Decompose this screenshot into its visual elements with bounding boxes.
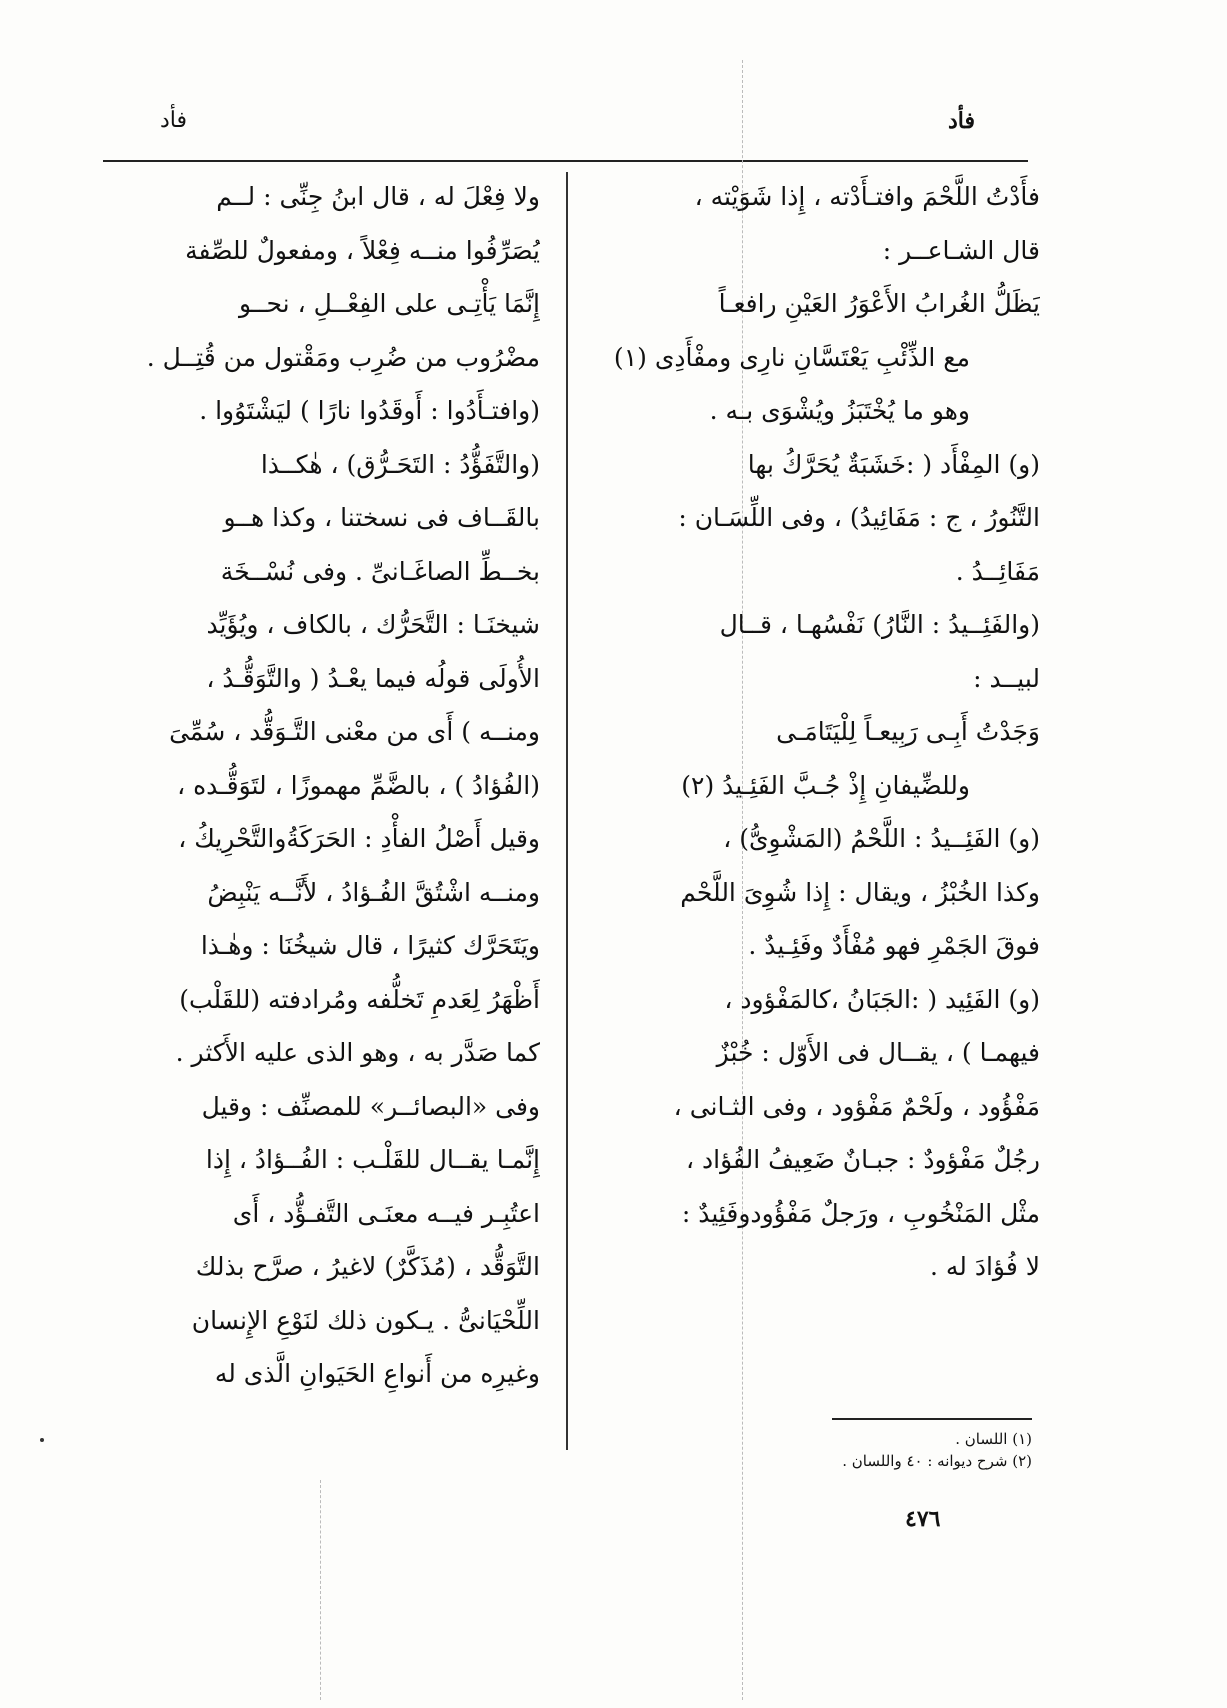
text-line: مَفْؤُود ، ولَحْمٌ مَفْؤود ، وفى الثـانى ، bbox=[673, 1091, 1040, 1121]
footnote: (٢) شرح ديوانه : ٤٠ واللسان . bbox=[842, 1452, 1032, 1470]
text-line: وهو ما يُخْتَبَزُ ويُشْوَى بـه . bbox=[709, 396, 970, 425]
text-line: بخــطِّ الصاغَـانىِّ . وفى نُسْــخَة bbox=[220, 556, 540, 586]
left-column bbox=[100, 170, 540, 1401]
text-line: التَّنُورُ ، ج : مَفَائِيدُ) ، وفى اللِّسَـان : bbox=[678, 503, 1040, 532]
header-rule bbox=[103, 160, 1028, 162]
text-line: فيهمـا ) ، يقــال فى الأَوّل : خُبْزٌ bbox=[716, 1038, 1040, 1067]
text-line: التَّوَقُّد ، (مُذَكَّرٌ) لاغيرُ ، صرَّح بذلك bbox=[195, 1252, 540, 1281]
text-line: ويَتَحَرَّك كثيرًا ، قال شيخُنَا : وهٰـذا bbox=[200, 931, 540, 960]
footnote: (١) اللسان . bbox=[955, 1430, 1032, 1448]
text-line: وفى «البصائــر» للمصنِّف : وقيل bbox=[201, 1091, 540, 1121]
text-line: وقيل أَصْلُ الفأْدِ : الحَرَكَةُوالتَّحْرِيكُ ، bbox=[178, 824, 540, 853]
text-line: لا فُؤادَ له . bbox=[929, 1252, 1040, 1281]
text-line: إِنَّمَا يَأْتِـى على الفِعْــلِ ، نحــو bbox=[238, 289, 540, 318]
text-line: رجُلٌ مَفْؤودٌ : جبـانٌ ضَعِيفُ الفُؤاد ، bbox=[685, 1145, 1040, 1174]
text-line: فأَدْتُ اللَّحْمَ وافتـأَدْته ، إِذا شَوَيْته ، bbox=[694, 182, 1040, 211]
text-line: (والتَّفَؤُّدُ : التَحَـرُّق) ، هٰكــذا bbox=[260, 449, 540, 479]
text-line: مَفَائِــدُ . bbox=[955, 556, 1040, 586]
text-line: بالقَــاف فى نسختنا ، وكذا هــو bbox=[223, 503, 540, 532]
page-number: ٤٧٦ bbox=[905, 1506, 941, 1532]
right-column bbox=[604, 170, 1040, 1294]
text-line: الأُولَى قولُه فيما يعْـدُ ( والتَّوَقُّـدُ ، bbox=[206, 663, 540, 693]
text-line: مضْرُوب من ضُرِب ومَقْتول من قُتِــل . bbox=[146, 342, 540, 372]
verse-line: وَجَدْتُ أَبِـى رَبِيعـاً لِلْيَتَامَـى bbox=[776, 717, 1040, 746]
text-line: اللِّحْيَانىُّ . يـكون ذلك لنَوْعِ الإِنسان bbox=[191, 1305, 540, 1335]
running-header-right: فأد bbox=[948, 108, 976, 134]
text-line: يُصَرِّفُوا منــه فِعْلاً ، ومفعولٌ للصِّفة bbox=[185, 235, 540, 265]
footnotes bbox=[680, 1428, 1032, 1472]
text-line: (الفُؤادُ ) ، بالضَّمِّ مهموزًا ، لتَوَقُّـده ، bbox=[177, 770, 540, 800]
text-line: (وافتـأَدُوا : أَوقَدُوا نارًا ) ليَشْتَوُوا . bbox=[199, 396, 540, 425]
verse-line: يَظَلُّ الغُرابُ الأَعْوَرُ العَيْنِ رافعـاً bbox=[718, 289, 1040, 318]
text-line: (و) الفَئِــيدُ : اللَّحْمُ (المَشْوِىُّ) ، bbox=[723, 824, 1040, 853]
text-line: ومنــه ) أَى من معْنى التَّـوَقُّد ، سُمِّىَ bbox=[169, 717, 540, 746]
text-line: فوقَ الجَمْرِ فهو مُفْأَدٌ وفَئِـيدٌ . bbox=[748, 931, 1040, 960]
text-line: قال الشـاعــر : bbox=[882, 235, 1040, 265]
text-line: ومنــه اشْتُقَّ الفُـؤادُ ، لأَنَّــه يَنْبِضُ bbox=[207, 877, 540, 907]
text-line: كما صَدَّر به ، وهو الذى عليه الأَكثر . bbox=[175, 1038, 540, 1067]
text-line: ولا فِعْلَ له ، قال ابنُ جِنِّى : لــم bbox=[216, 182, 540, 211]
text-line: مثْل المَنْخُوبِ ، ورَجلٌ مَفْؤُودوفَئِيدٌ : bbox=[681, 1198, 1040, 1228]
footnote-rule bbox=[832, 1418, 1032, 1420]
text-line: شيخنَـا : التَّحَرُّك ، بالكاف ، ويُؤَيِّد bbox=[206, 610, 540, 639]
verse-line: مع الذِّئْبِ يَعْتَسَّانِ نارِى ومفْأَدِى (١) bbox=[613, 342, 970, 372]
column-divider bbox=[566, 172, 568, 1450]
text-line: (والفَئِــيدُ : النَّارُ) نَفْسُهـا ، قــال bbox=[719, 610, 1040, 639]
running-header-left: فأد bbox=[160, 108, 188, 133]
text-line: (و) المِفْأَد ( :خَشَبَةٌ يُحَرَّكُ بها bbox=[747, 449, 1040, 479]
text-line: وكذا الخُبْزُ ، ويقال : إِذا شُوِىَ اللَّحْم bbox=[680, 877, 1040, 907]
text-line: أَظْهَرُ لِعَدمِ تَخلُّفه ومُرادفته (للقَلْب) bbox=[179, 984, 540, 1014]
text-line: (و) الفَئِيد ( :الجَبَانُ ،كالمَفْؤود ، bbox=[724, 984, 1040, 1014]
verse-line: وللضِّيفانِ إِذْ جُـبَّ الفَئِـيدُ (٢) bbox=[681, 770, 970, 800]
text-line: وغيرِه من أَنواعِ الحَيَوانِ الَّذى له bbox=[214, 1359, 540, 1388]
text-line: إِنَّمـا يقــال للقَلْـب : الفُــؤادُ ، إِذا bbox=[205, 1145, 540, 1174]
scan-fold-line bbox=[320, 1480, 321, 1700]
text-line: لبيــد : bbox=[973, 663, 1040, 693]
scan-speck bbox=[40, 1438, 44, 1442]
text-line: اعتُبِـر فيــه معنَـى التَّفـؤُّد ، أَى bbox=[232, 1198, 540, 1228]
